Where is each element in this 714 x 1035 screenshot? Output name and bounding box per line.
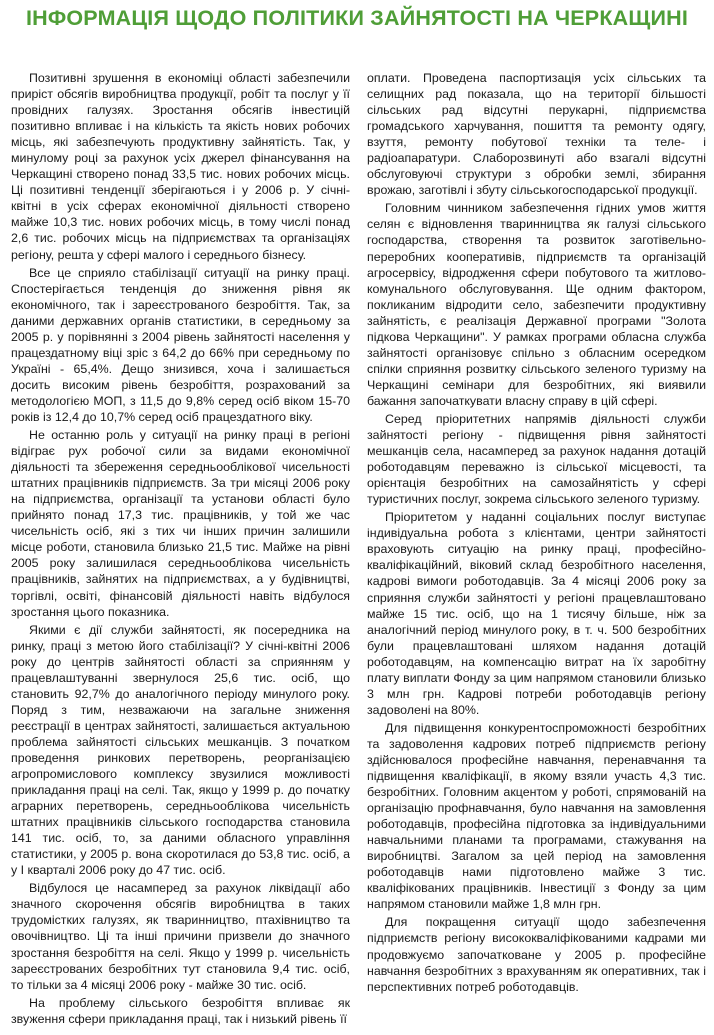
paragraph: Якими є дії служби зайнятості, як посередника на ринку, праці з метою його стабілізації? У січні-квітні 2006 року до центрів зайнятості області за сприянням у працевлаштуванні звернулося 25,6 тис. осіб, що становить 92,7% до аналогічного періоду минулого року. Поряд з тим, незважаючи на загальне зниження реєстрації в центрах зайнятості, залишається актуальною проблема зайнятості сільських мешканців. З початком проведення ринкових перетворень, реорганізацією агропромислового комплексу звузилися можливості прикладання праці на селі. Так, якщо у 1999 р. до початку аграрних перетворень, середньооблікова чисельність штатних працівників сільського господарства становила 141 тис. осіб, то, за даними обласного управління статистики, у 2005 р. вона скоротилася до 53,8 тис. осіб, а у І кварталі 2006 року до 47 тис. осіб.	[11, 622, 350, 878]
paragraph: На проблему сільського безробіття впливає як звуження сфери прикладання праці, так і низький рівень її	[11, 995, 350, 1026]
page-title: ІНФОРМАЦІЯ ЩОДО ПОЛІТИКИ ЗАЙНЯТОСТІ НА ЧЕРКАЩИНІ	[25, 6, 689, 30]
paragraph: оплати. Проведена паспортизація усіх сільських та селищних рад показала, що на території більшості сільських рад відсутні перукарні, підприємства громадського харчування, пошиття та ремонту одягу, взуття, ремонту побутової техніки та теле- і радіоапаратури. Слаборозвинуті або взагалі відсутні обслуговуючі структури з обробки землі, збирання врожаю, заготівлі і збуту сільськогосподарської продукції.	[367, 71, 706, 198]
paragraph: Відбулося це насамперед за рахунок ліквідації або значного скорочення обсягів виробництва в таких трудомістких галузях, як тваринництво, птахівництво та овочівництво. Ці та інші причини призвели до значного зростання безробіття на селі. Якщо у 1999 р. чисельність зареєстрованих безробітних тут становила 9,4 тис. осіб, то тільки за 4 місяці 2006 року - майже 30 тис. осіб.	[11, 881, 350, 992]
paragraph: Для підвищення конкурентоспроможності безробітних та задоволення кадрових потреб підприємств регіону здійснювалося професійне навчання, перенавчання та підвищення кваліфікації, в якому взяли участь 4,3 тис. безробітних. Головним акцентом у роботі, спрямованій на організацію профнавчання, було навчання на замовлення роботодавців, професійна підготовка за індивідуальними навчальними планами та програмами, стажування на виробництві. Загалом за цей період на замовлення роботодавців нами підготовлено майже 3 тис. кваліфікованих працівників. Інвестиції з Фонду за цим напрямом становили майже 1,8 млн грн.	[367, 720, 706, 912]
paragraph: Для покращення ситуації щодо забезпечення підприємств регіону висококваліфікованими кадрами ми продовжуємо започатковане у 2005 р. професійне навчання безробітних з врахуванням як оперативних, так і перспективних потреб роботодавців.	[367, 915, 706, 994]
paragraph: Не останню роль у ситуації на ринку праці в регіоні відіграє рух робочої сили за видами економічної діяльності та збереження середньооблікової чисельності штатних працівників підприємств. За три місяці 2006 року на підприємства, організації та установи області було прийнято понад 17,3 тис. працівників, у той же час чисельність осіб, які з тих чи інших причин залишили місце роботи, становила близько 21,5 тис. Майже на рівні 2005 року залишилася середньооблікова чисельність працівників, зайнятих на підприємствах, а у будівництві, торгівлі, освіті, фінансовій діяльності навіть відбулося зростання цього показника.	[11, 428, 350, 619]
paragraph: Пріоритетом у наданні соціальних послуг виступає індивідуальна робота з клієнтами, центри зайнятості враховують ситуацію на ринку праці, професійно-кваліфікаційний, віковий склад безробітного населення, кадрові вимоги роботодавців. За 4 місяці 2006 року за сприяння служби зайнятості у регіоні працевлаштовано майже 15 тис. осіб, що на 1 тисячу більше, ніж за аналогічний період минулого року, в т. ч. 500 безробітних були працевлаштовані шляхом надання дотацій роботодавцям, на компенсацію витрат на їх заробітну плату виплати Фонду за цим напрямом становили близько 3 млн грн. Кадрові потреби роботодавців регіону задоволені на 80%.	[367, 510, 706, 717]
left-column	[11, 70, 350, 1029]
paragraph: Головним чинником забезпечення гідних умов життя селян є відновлення тваринництва як галузі сільського господарства, створення та розвиток заготівельно-переробних кооперативів, підприємств та організацій агросервісу, відродження сфери побутового та житлово-комунального обслуговування. Ще одним фактором, покликаним відродити село, забезпечити продуктивну зайнятість, є реалізація Державної програми "Золота підкова Черкащини". У рамках програми обласна служба зайнятості організовує спільно з обласним осередком спілки сприяння розвитку сільського зеленого туризму на Черкащині семінари для безробітних, які виявили бажання започаткувати власну справу в цій сфері.	[367, 201, 706, 408]
paragraph: Позитивні зрушення в економіці області забезпечили приріст обсягів виробництва продукції, робіт та послуг у її провідних галузях. Зростання обсягів інвестицій позитивно впливає і на кількість та якість нових робочих місць, які забезпечують продуктивну зайнятість. Так, у минулому році за рахунок усіх джерел фінансування на Черкащині створено понад 33,5 тис. нових робочих місць. Ці позитивні тенденції зберігаються і у 2006 р. У січні-квітні в усіх сферах економічної діяльності створено майже 10,3 тис. нових робочих місць, в тому числі понад 2,6 тис. робочих місць на підприємствах та організаціях регіону, решта у сфері малого і середнього бізнесу.	[11, 71, 350, 262]
right-column	[367, 70, 706, 997]
paragraph: Все це сприяло стабілізації ситуації на ринку праці. Спостерігається тенденція до зниження рівня як економічного, так і зареєстрованого безробіття. Так, за даними державних органів статистики, в середньому за 2005 р. у порівнянні з 2004 рівень зайнятості населення у працездатному віці зріс з 64,2 до 66% при середньому по Україні - 65,4%. Дещо знизився, хоча і залишається досить високим рівень безробіття, розрахований за методологією МОП, з 11,5 до 9,8% серед осіб віком 15-70 років із 12,4 до 10,7% серед осіб працездатного віку.	[11, 265, 350, 424]
paragraph: Серед пріоритетних напрямів діяльності служби зайнятості регіону - підвищення рівня зайнятості мешканців села, насамперед за рахунок надання дотацій роботодавцям переважно із сільської місцевості, та орієнтація безробітних на самозайнятість у сфері туристичних послуг, зокрема сільського зеленого туризму.	[367, 411, 706, 507]
